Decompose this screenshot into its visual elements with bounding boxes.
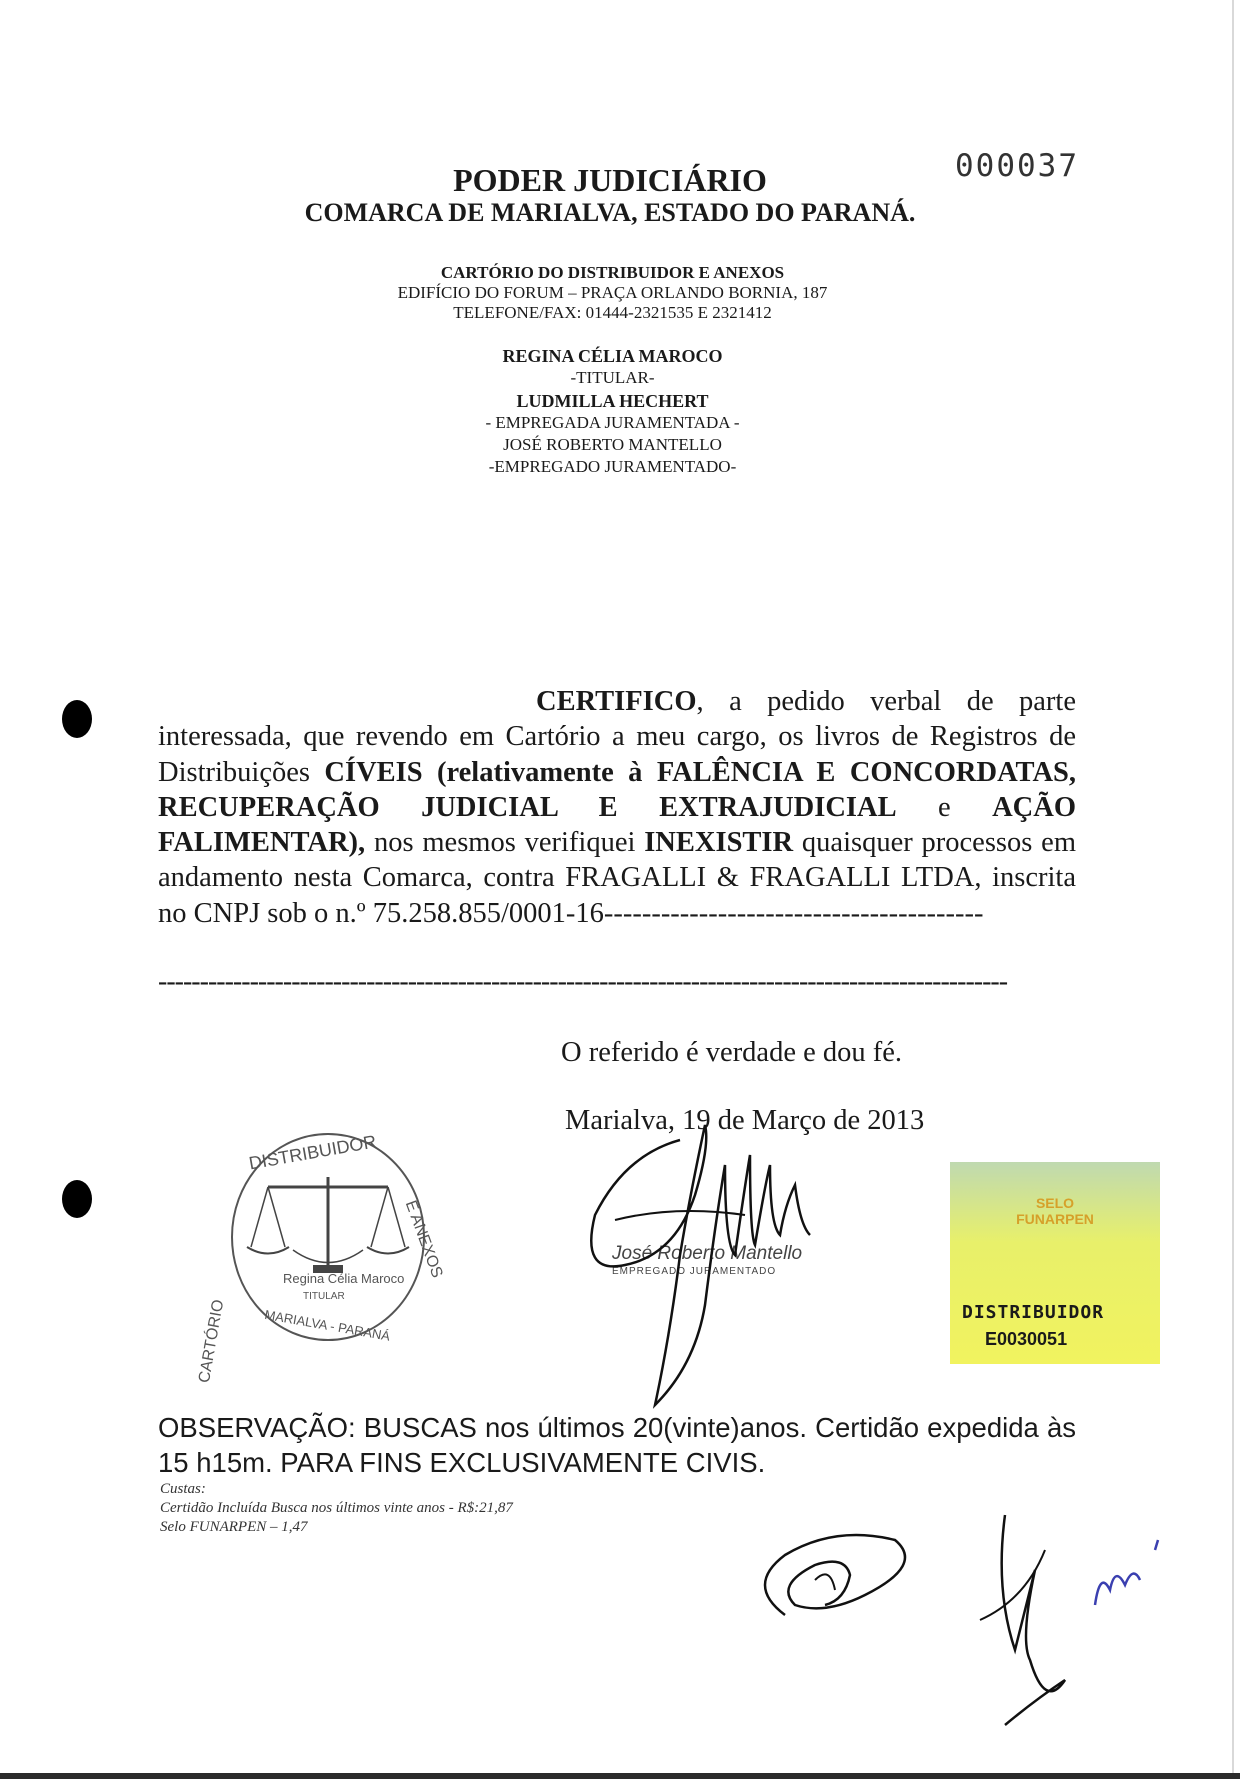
court-subtitle: COMARCA DE MARIALVA, ESTADO DO PARANÁ. — [304, 198, 916, 227]
svg-text:MARIALVA - PARANÁ: MARIALVA - PARANÁ — [263, 1306, 392, 1344]
staff-name-1: REGINA CÉLIA MAROCO — [502, 346, 723, 366]
costs-line-1: Certidão Incluída Busca nos últimos vinte anos - R$:21,87 — [160, 1500, 513, 1516]
punch-hole-bottom — [62, 1180, 92, 1218]
signature-main — [585, 1105, 845, 1415]
staff-name-3: JOSÉ ROBERTO MANTELLO — [503, 435, 722, 454]
svg-text:CARTÓRIO: CARTÓRIO — [195, 1298, 228, 1385]
seal-number: E0030051 — [985, 1329, 1068, 1349]
staff-role-3: -EMPREGADO JURAMENTADO- — [488, 457, 737, 476]
staff-name-2: LUDMILLA HECHERT — [516, 391, 709, 411]
notary-circular-stamp — [195, 1125, 446, 1385]
page-number: 000037 — [955, 148, 1079, 184]
truth-statement: O referido é verdade e dou fé. — [561, 1037, 903, 1068]
signer-stamp-name: José Roberto Mantello — [612, 1243, 803, 1264]
observation: OBSERVAÇÃO: BUSCAS nos últimos 20(vinte)anos. Certidão expedida às 15 h15m. PARA FINS EXCLUSIVAMENTE CIVIS. — [158, 1412, 1076, 1478]
certifico-word: CERTIFICO — [536, 686, 697, 717]
svg-text:DISTRIBUIDOR: DISTRIBUIDOR — [247, 1131, 378, 1174]
staff-role-1: -TITULAR- — [570, 368, 655, 387]
costs-label: Custas: — [160, 1481, 206, 1497]
office-address: EDIFÍCIO DO FORUM – PRAÇA ORLANDO BORNIA, 187 — [397, 283, 828, 302]
office-name: CARTÓRIO DO DISTRIBUIDOR E ANEXOS — [440, 263, 785, 282]
staff-role-2: - EMPREGADA JURAMENTADA - — [485, 413, 740, 432]
svg-text:E ANEXOS: E ANEXOS — [401, 1198, 446, 1281]
punch-hole-top — [62, 700, 92, 738]
seal-distributor: DISTRIBUIDOR — [962, 1302, 1105, 1323]
costs-block — [160, 1480, 513, 1537]
initials-signature-2 — [975, 1510, 1195, 1740]
certificate-body: CERTIFICO, a pedido verbal de parte interessada, que revendo em Cartório a meu cargo, os livros de Registros de Distribuições CÍVEIS (relativamente à FALÊNCIA E CONCORDATAS, RECUPERAÇÃO JUDICIAL E EXTRAJUDICIAL e AÇÃO FALIMENTAR), nos mesmos verifiquei INEXISTIR quaisquer processos em andamento nesta Comarca, contra FRAGALLI & FRAGALLI LTDA, inscrita no CNPJ sob o n.º 75.258.855/0001-16---------------------------------------- — [158, 686, 1077, 929]
place-date: Marialva, 19 de Março de 2013 — [565, 1105, 925, 1136]
initials-signature-1 — [755, 1525, 915, 1635]
dash-filler-line: ------------------------------------------------------------------------------------------------------ — [158, 966, 1008, 997]
svg-text:Regina Célia Maroco: Regina Célia Maroco — [283, 1271, 405, 1286]
page-edge — [1232, 0, 1234, 1779]
signer-stamp-role: EMPREGADO JURAMENTADO — [612, 1266, 777, 1277]
court-title: PODER JUDICIÁRIO — [453, 162, 767, 198]
costs-line-2: Selo FUNARPEN – 1,47 — [160, 1519, 308, 1535]
office-phone: TELEFONE/FAX: 01444-2321535 E 2321412 — [453, 303, 772, 322]
seal-label: SELO FUNARPEN — [1016, 1195, 1094, 1227]
page-bottom-edge — [0, 1773, 1240, 1779]
svg-text:TITULAR: TITULAR — [303, 1291, 345, 1302]
